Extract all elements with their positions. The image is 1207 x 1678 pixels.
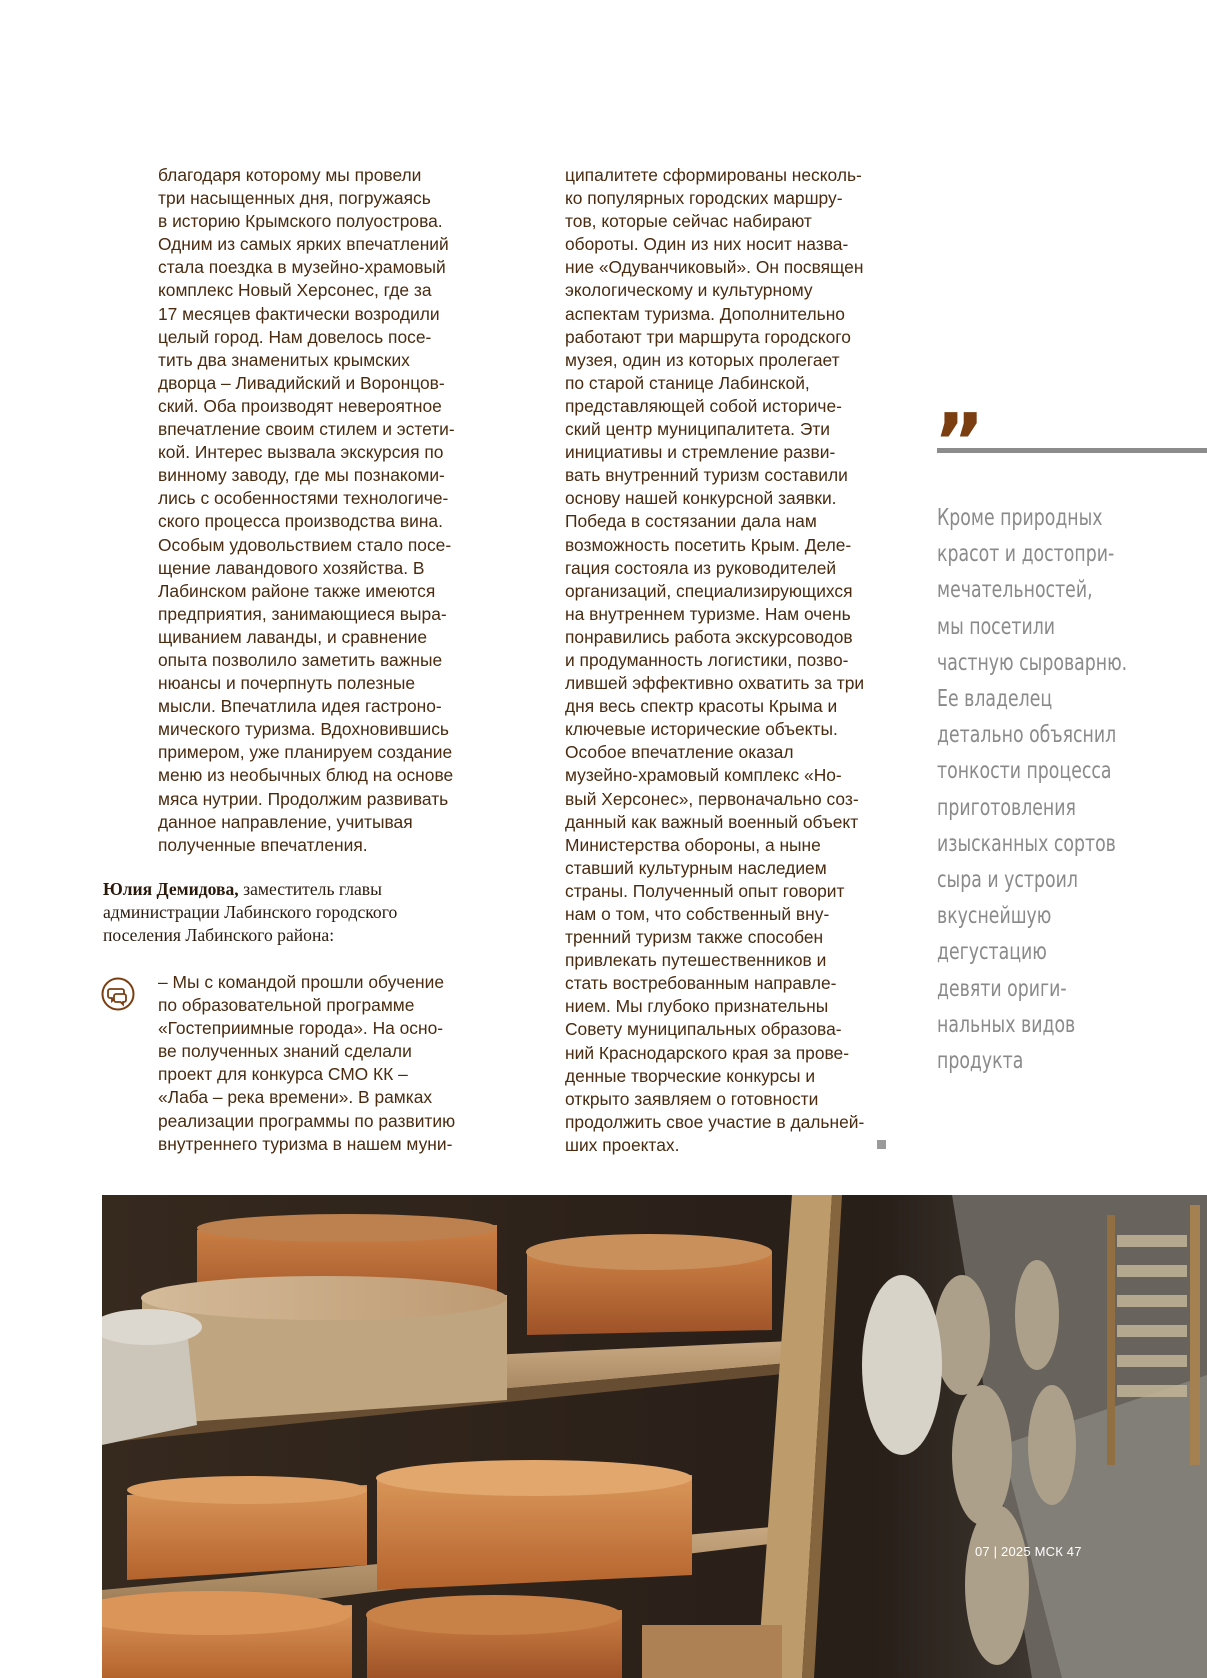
column-left-line: меню из необычных блюд на основе: [158, 765, 454, 786]
column-right-line: привлекать путешественников и: [565, 950, 827, 971]
column-right-line: по старой станице Лабинской,: [565, 372, 810, 393]
column-left-line: целый город. Нам довелось посе-: [158, 326, 432, 347]
column-left-line: мического туризма. Вдохновившись: [158, 719, 449, 740]
column-left-line: примером, уже планируем создание: [158, 742, 453, 763]
quote-mark-icon: „: [935, 356, 987, 446]
column-left-line: три насыщенных дня, погружаясь: [158, 188, 431, 209]
pullquote-line: нальных видов: [937, 1011, 1076, 1038]
column-left-line: опыта позволило заметить важные: [158, 649, 443, 670]
column-left-line: предприятия, занимающиеся выра-: [158, 603, 447, 624]
column-left-line: щиванием лаванды, и сравнение: [158, 626, 428, 647]
column-right-line: ко популярных городских маршру-: [565, 188, 843, 209]
column-speech-line: реализации программы по развитию: [158, 1110, 456, 1131]
column-left-line: Особым удовольствием стало посе-: [158, 534, 452, 555]
page-folio: 07 | 2025 МСК 47: [975, 1544, 1082, 1559]
column-right-line: экологическому и культурному: [565, 280, 813, 301]
column-speech-line: – Мы с командой прошли обучение: [158, 972, 444, 992]
pullquote-line: частную сыроварню.: [937, 649, 1128, 676]
speaker-line-1: [103, 878, 493, 901]
column-right-line: на внутреннем туризме. Нам очень: [565, 603, 851, 624]
pullquote-line: приготовления: [937, 794, 1076, 821]
column-right-line: ципалитете сформированы несколь-: [565, 165, 862, 185]
column-right-line: понравились работа экскурсоводов: [565, 626, 853, 647]
column-right-line: аспектам туризма. Дополнительно: [565, 303, 845, 324]
column-right-line: дня весь спектр красоты Крыма и: [565, 696, 838, 717]
column-right-line: ключевые исторические объекты.: [565, 719, 838, 740]
column-right-line: открыто заявляем о готовности: [565, 1088, 819, 1109]
column-right-line: ский центр муниципалитета. Эти: [565, 419, 831, 440]
cheese-cellar-photo: [102, 1195, 1207, 1678]
column-left-line: ский. Оба производят невероятное: [158, 395, 442, 416]
column-right-line: возможность посетить Крым. Деле-: [565, 534, 852, 555]
column-right-line: и продуманность логистики, позво-: [565, 649, 849, 670]
column-speech: [158, 971, 488, 1156]
speaker-title-3: поселения Лабинского района:: [103, 925, 335, 945]
column-right: [565, 164, 900, 1157]
column-left-line: мяса нутрии. Продолжим развивать: [158, 788, 449, 809]
column-left-line: 17 месяцев фактически возродили: [158, 303, 440, 324]
column-right-line: работают три маршрута городского: [565, 326, 851, 347]
column-left-line: данное направление, учитывая: [158, 811, 413, 832]
column-speech-line: «Лаба – река времени». В рамках: [158, 1087, 433, 1108]
pullquote-line: красот и достопри-: [937, 541, 1115, 568]
column-right-line: лившей эффективно охватить за три: [565, 673, 865, 694]
column-right-line: ние «Одуванчиковый». Он посвящен: [565, 257, 864, 278]
column-left-line: тить два знаменитых крымских: [158, 349, 410, 370]
pullquote-line: продукта: [937, 1048, 1024, 1075]
pullquote-line: Кроме природных: [937, 505, 1103, 531]
column-right-line: тов, которые сейчас набирают: [565, 211, 812, 232]
column-left-line: винному заводу, где мы познакоми-: [158, 465, 445, 486]
column-right-line: ний Краснодарского края за прове-: [565, 1042, 849, 1063]
column-right-line: гация состояла из руководителей: [565, 557, 837, 578]
column-speech-line: «Гостеприимные города». На осно-: [158, 1018, 444, 1039]
column-left-line: нюансы и почерпнуть полезные: [158, 673, 416, 694]
pullquote-line: тонкости процесса: [937, 758, 1112, 785]
column-speech-line: внутреннего туризма в нашем муни-: [158, 1133, 453, 1154]
pullquote-line: мы посетили: [937, 613, 1056, 640]
column-left-line: лись с особенностями технологиче-: [158, 488, 449, 509]
column-left-line: кой. Интерес вызвала экскурсия по: [158, 442, 444, 463]
column-right-line: организаций, специализирующихся: [565, 580, 853, 601]
column-right-line: вый Херсонес», первоначально соз-: [565, 788, 859, 809]
end-square-icon: [877, 1140, 886, 1149]
column-right-line: продолжить свое участие в дальней-: [565, 1111, 865, 1132]
column-left-line: дворца – Ливадийский и Воронцов-: [158, 372, 445, 393]
column-speech-line: ве полученных знаний сделали: [158, 1041, 412, 1062]
column-right-line: денные творческие конкурсы и: [565, 1065, 816, 1086]
column-left-line: Одним из самых ярких впечатлений: [158, 234, 449, 255]
column-right-line: Победа в состязании дала нам: [565, 511, 817, 532]
column-right-line: стать востребованным направле-: [565, 973, 837, 994]
column-left-line: стала поездка в музейно-храмовый: [158, 257, 446, 278]
speaker-title-1: заместитель главы: [238, 879, 382, 899]
pullquote-line: вкуснейшую: [937, 903, 1052, 930]
column-right-line: основу нашей конкурсной заявки.: [565, 488, 837, 509]
pullquote-line: Ее владелец: [937, 686, 1053, 713]
column-right-line: Министерства обороны, а ныне: [565, 834, 821, 855]
column-speech-line: проект для конкурса СМО КК –: [158, 1064, 408, 1085]
column-right-line: обороты. Один из них носит назва-: [565, 234, 849, 255]
column-right-line: Совету муниципальных образова-: [565, 1019, 842, 1040]
column-right-line: нием. Мы глубоко признательны: [565, 996, 829, 1017]
column-right-line: данный как важный военный объект: [565, 811, 859, 832]
pullquote-line: мечательностей,: [937, 577, 1093, 604]
column-right-line: вать внутренний туризм составили: [565, 465, 848, 486]
column-speech-line: по образовательной программе: [158, 995, 415, 1016]
pullquote: [937, 500, 1138, 1079]
speaker-intro: [103, 878, 493, 947]
column-left-line: комплекс Новый Херсонес, где за: [158, 280, 432, 301]
pullquote-rule: [937, 448, 1207, 453]
column-left-line: полученные впечатления.: [158, 834, 368, 855]
column-left-line: щение лавандового хозяйства. В: [158, 557, 425, 578]
column-left-line: благодаря которому мы провели: [158, 165, 422, 185]
pullquote-line: изысканных сортов: [937, 830, 1116, 857]
column-right-line: тренний туризм также способен: [565, 927, 824, 948]
column-left-line: ского процесса производства вина.: [158, 511, 443, 532]
column-left-line: Лабинском районе также имеются: [158, 580, 436, 601]
column-left-line: мысли. Впечатлила идея гастроно-: [158, 696, 442, 717]
column-right-line: нам о том, что собственный вну-: [565, 904, 830, 924]
column-left-line: впечатление своим стилем и эстети-: [158, 419, 455, 440]
speaker-title-2: администрации Лабинского городского: [103, 902, 398, 922]
column-right-line: музейно-храмовый комплекс «Но-: [565, 765, 842, 786]
column-right-line: страны. Полученный опыт говорит: [565, 880, 845, 901]
column-left: [158, 164, 488, 857]
pullquote-line: детально объяснил: [937, 722, 1117, 749]
pullquote-line: девяти ориги-: [937, 975, 1067, 1002]
speaker-name: Юлия Демидова,: [103, 879, 239, 899]
column-right-line: Особое впечатление оказал: [565, 742, 794, 763]
column-right-line: инициативы и стремление разви-: [565, 442, 836, 463]
column-right-line: музея, один из которых пролегает: [565, 349, 840, 370]
column-right-line: ставший культурным наследием: [565, 857, 827, 878]
column-right-line: ших проектах.: [565, 1134, 680, 1155]
pullquote-line: сыра и устроил: [937, 867, 1078, 894]
speech-bubble-icon: [101, 977, 135, 1011]
column-left-line: в историю Крымского полуострова.: [158, 211, 443, 232]
pullquote-line: дегустацию: [937, 939, 1047, 966]
column-right-line: представляющей собой историче-: [565, 395, 842, 416]
